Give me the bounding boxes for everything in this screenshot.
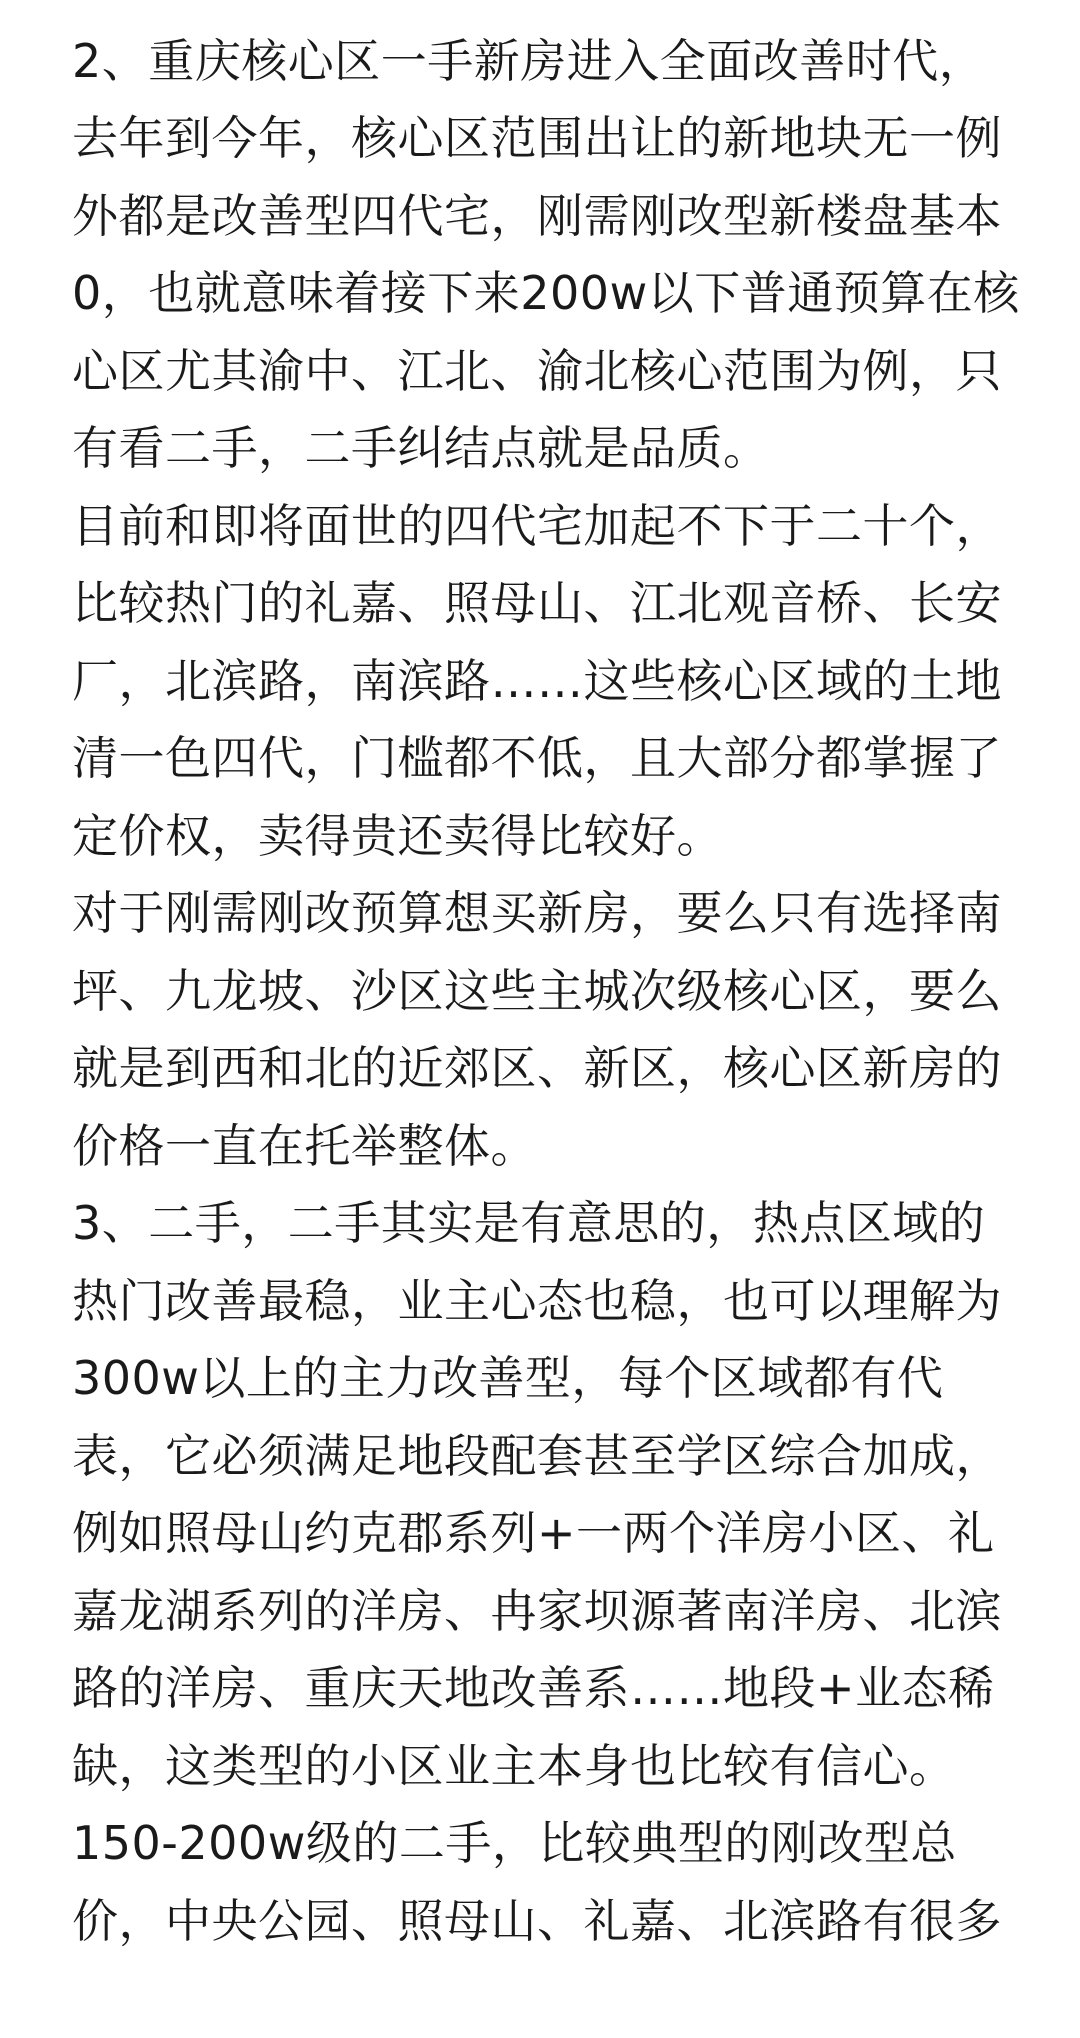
text-line: 缺，这类型的小区业主本身也比较有信心。 [72,1738,956,1793]
text-line: 就是到西和北的近郊区、新区，核心区新房的 [72,1041,1002,1095]
text-line [72,0,1012,23]
paragraph-section-3 [72,1185,1012,1805]
text-line: 心区尤其渝中、江北、渝北核心范围为例，只 [72,343,1002,398]
text-line: 热门改善最稳，业主心态也稳，也可以理解为 [72,1273,1002,1328]
text-line [72,1960,1012,2038]
text-line: 例如照母山约克郡系列+一两个洋房小区、礼 [72,1506,995,1560]
text-line: 2、重庆核心区一手新房进入全面改善时代， [72,33,986,88]
text-line: 厂，北滨路，南滨路……这些核心区域的土地 [72,653,1002,708]
text-line: 150-200w级的二手，比较典型的刚改型总 [72,1816,957,1870]
text-line: 去年到今年，核心区范围出让的新地块无一例 [72,111,1002,165]
text-line: 嘉龙湖系列的洋房、冉家坝源著南洋房、北滨 [72,1583,1002,1638]
text-line: 坪、九龙坡、沙区这些主城次级核心区，要么 [72,963,1002,1018]
paragraph-budget-buyers [72,875,1012,1185]
text-line: 对于刚需刚改预算想买新房，要么只有选择南 [72,886,1002,940]
text-line: 价，中央公园、照母山、礼嘉、北滨路有很多 [72,1893,1002,1948]
text-line: 300w以上的主力改善型，每个区域都有代 [72,1351,944,1405]
text-line: 外都是改善型四代宅，刚需刚改型新楼盘基本 [72,188,1002,243]
paragraph-section-2 [72,23,1020,488]
paragraph-fourth-gen-housing [72,488,1012,876]
paragraph-mid-price-resale [72,1805,1012,2038]
text-line: 清一色四代，门槛都不低，且大部分都掌握了 [72,731,1002,785]
text-line: 0，也就意味着接下来200w以下普通预算在核 [72,266,1020,320]
paragraph-1 [72,0,1012,23]
text-line: 目前和即将面世的四代宅加起不下于二十个， [72,498,1002,553]
text-line: 路的洋房、重庆天地改善系……地段+业态稀 [72,1661,995,1715]
article-body [72,0,1020,2038]
text-line: 表，它必须满足地段配套甚至学区综合加成， [72,1428,1002,1483]
text-line: 3、二手，二手其实是有意思的，热点区域的 [72,1196,986,1250]
text-line: 定价权，卖得贵还卖得比较好。 [72,808,723,863]
text-line: 比较热门的礼嘉、照母山、江北观音桥、长安 [72,576,1002,630]
text-line: 价格一直在托举整体。 [72,1118,537,1173]
text-line: 有看二手，二手纠结点就是品质。 [72,421,770,475]
